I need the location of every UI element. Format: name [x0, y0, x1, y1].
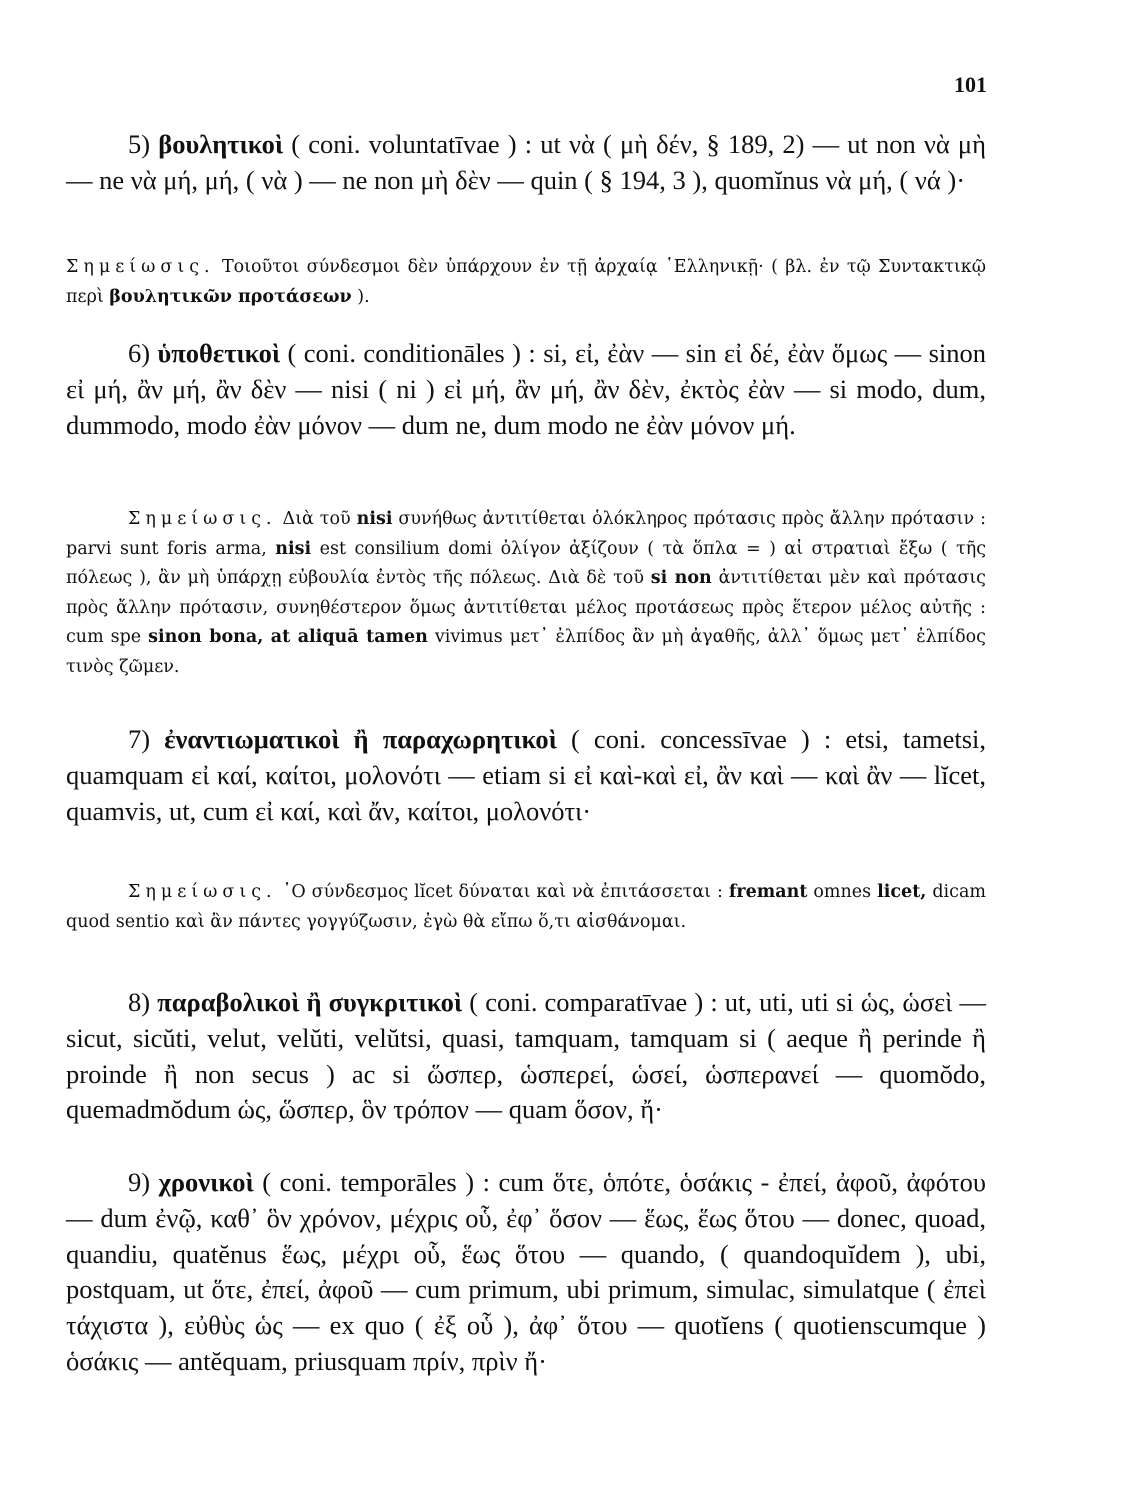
section-9-heading: χρονικοὶ	[158, 1167, 254, 1197]
note-6-bold-3: si non	[650, 568, 712, 588]
section-7-text: ( coni. concessīvae ) : etsi, tametsi, quamquam εἰ καί, καίτοι, μολονότι — etiam si εἰ καὶ-καὶ εἰ, ἂν καὶ — καὶ ἂν — lĭcet, quamvis, ut, cum εἰ καί, καὶ ἄν, καίτοι, μολονότι·	[66, 724, 987, 826]
section-6-heading: ὑποθετικοὶ	[157, 338, 281, 368]
section-7-number: 7)	[128, 724, 151, 754]
section-8-paragraph	[66, 985, 986, 1128]
note-6-label: Σημείωσις.	[128, 509, 277, 529]
section-8-heading: παραβολικοὶ ἢ συγκριτικοὶ	[157, 987, 463, 1017]
note-6-text-2: συνήθως ἀντιτίθεται ὁλόκληρος πρότασις πρὸς ἄλλην πρότασιν : parvi sunt foris arma,	[66, 509, 986, 559]
note-5-label: Σημείωσις.	[66, 257, 215, 277]
section-9-number: 9)	[128, 1167, 151, 1197]
note-7-paragraph	[66, 878, 986, 937]
section-5-paragraph	[66, 127, 986, 199]
note-6-text-4: ἀντιτίθεται μὲν καὶ πρότασις πρὸς ἄλλην πρότασιν, συνηθέστερον ὅμως ἀντιτίθεται μέλος προτάσεως πρὸς ἕτερον μέλος αὐτῆς : cum spe	[66, 568, 986, 647]
section-8	[66, 985, 986, 1128]
section-5-number: 5)	[128, 129, 151, 159]
note-6-bold-4: sinon bona, at aliquā tamen	[148, 627, 428, 647]
section-6-number: 6)	[128, 338, 151, 368]
note-5-paragraph	[66, 253, 986, 312]
note-7-bold-2: licet,	[877, 882, 927, 902]
section-9-text: ( coni. temporāles ) : cum ὅτε, ὁπότε, ὁσάκις - ἐπεί, ἀφοῦ, ἀφότου — dum ἐνῷ, καθ᾽ ὃν χρόνον, μέχρις οὗ, ἐφ᾽ ὅσον — ἕως, ἕως ὅτου — donec, quoad, quandiu, quatĕnus ἕως, μέχρι οὗ, ἕως ὅτου — quando, ( quandoquĭdem ), ubi, postquam, ut ὅτε, ἐπεί, ἀφοῦ — cum primum, ubi primum, simulac, simulatque ( ἐπεὶ τάχιστα ), εὐθὺς ὡς — ex quo ( ἐξ οὗ ), ἀφ᾽ ὅτου — quotĭens ( quotienscumque ) ὁσάκις — antĕquam, priusquam πρίν, πρὶν ἤ·	[66, 1167, 986, 1376]
note-5-text-1: Τοιοῦτοι σύνδεσμοι δὲν ὑπάρχουν ἐν τῇ ἀρχαίᾳ ῾Ελληνικῇ· ( βλ. ἐν τῷ Συντακτικῷ περὶ	[66, 257, 986, 307]
section-5-text: ( coni. voluntatīvae ) : ut νὰ ( μὴ δέν, § 189, 2) — ut non νὰ μὴ — ne νὰ μή, μή, ( νὰ ) — ne non μὴ δὲν — quin ( § 194, 3 ), quomĭnus νὰ μή, ( νά )·	[66, 129, 987, 195]
note-6-bold-1: nisi	[356, 509, 393, 529]
note-7-text-3: dicam quod sentio καὶ ἂν πάντες γογγύζωσιν, ἐγὼ θὰ εἴπω ὅ,τι αἰσθάνομαι.	[66, 882, 986, 932]
section-7-heading: ἐναντιωματικοὶ ἢ παραχωρητικοὶ	[164, 724, 557, 754]
page-number: 101	[954, 72, 987, 97]
note-6-text-5: vivimus μετ᾽ ἐλπίδος ἂν μὴ ἀγαθῆς, ἀλλ᾽ ὅμως μετ᾽ ἐλπίδος τινὸς ζῶμεν.	[66, 627, 986, 677]
note-6-paragraph	[66, 505, 986, 682]
section-9-paragraph	[66, 1165, 986, 1380]
section-6-text: ( coni. conditionāles ) : si, εἰ, ἐὰν — sin εἰ δέ, ἐὰν ὅμως — sinon εἰ μή, ἂν μή, ἂν δὲν — nisi ( ni ) εἰ μή, ἂν μή, ἂν δὲν, ἐκτὸς ἐὰν — si modo, dum, dummodo, modo ἐὰν μόνον — dum ne, dum modo ne ἐὰν μόνον μή.	[66, 338, 986, 440]
note-7-bold-1: fremant	[728, 882, 808, 902]
note-7-text-1: ῾Ο σύνδεσμος lĭcet δύναται καὶ νὰ ἐπιτάσσεται :	[276, 882, 729, 902]
section-6	[66, 336, 986, 443]
note-6-text-3: est consilium domi ὀλίγον ἀξίζουν ( τὰ ὅπλα = ) αἱ στρατιαὶ ἔξω ( τῆς πόλεως ), ἂν μὴ ὑπάρχῃ εὐβουλία ἐντὸς τῆς πόλεως. Διὰ δὲ τοῦ	[66, 538, 987, 588]
note-6	[66, 505, 986, 682]
note-6-bold-2: nisi	[275, 538, 312, 559]
section-6-paragraph	[66, 336, 986, 443]
section-5-heading: βουλητικοὶ	[158, 129, 284, 159]
section-7-paragraph	[66, 722, 986, 829]
section-5	[66, 127, 986, 199]
section-8-text: ( coni. comparatīvae ) : ut, uti, uti si ὡς, ὡσεὶ — sicut, sicŭti, velut, velŭti, velŭtsi, quasi, tamquam, tamquam si ( aeque ἢ perinde ἢ proinde ἢ non secus ) ac si ὥσπερ, ὡσπερεί, ὡσεί, ὡσπερανεί — quomŏdo, quemadmŏdum ὡς, ὥσπερ, ὃν τρόπον — quam ὅσον, ἤ·	[66, 987, 986, 1125]
note-7	[66, 878, 986, 937]
note-5-text-2: ).	[351, 286, 370, 307]
note-7-text-2: omnes	[807, 882, 878, 902]
note-7-label: Σημείωσις.	[128, 882, 277, 902]
section-9	[66, 1165, 986, 1380]
note-5	[66, 253, 986, 312]
note-5-bold-1: βουλητικῶν προτάσεων	[109, 286, 352, 307]
section-7	[66, 722, 986, 829]
section-8-number: 8)	[128, 987, 151, 1017]
note-6-text-1: Διὰ τοῦ	[276, 509, 357, 529]
